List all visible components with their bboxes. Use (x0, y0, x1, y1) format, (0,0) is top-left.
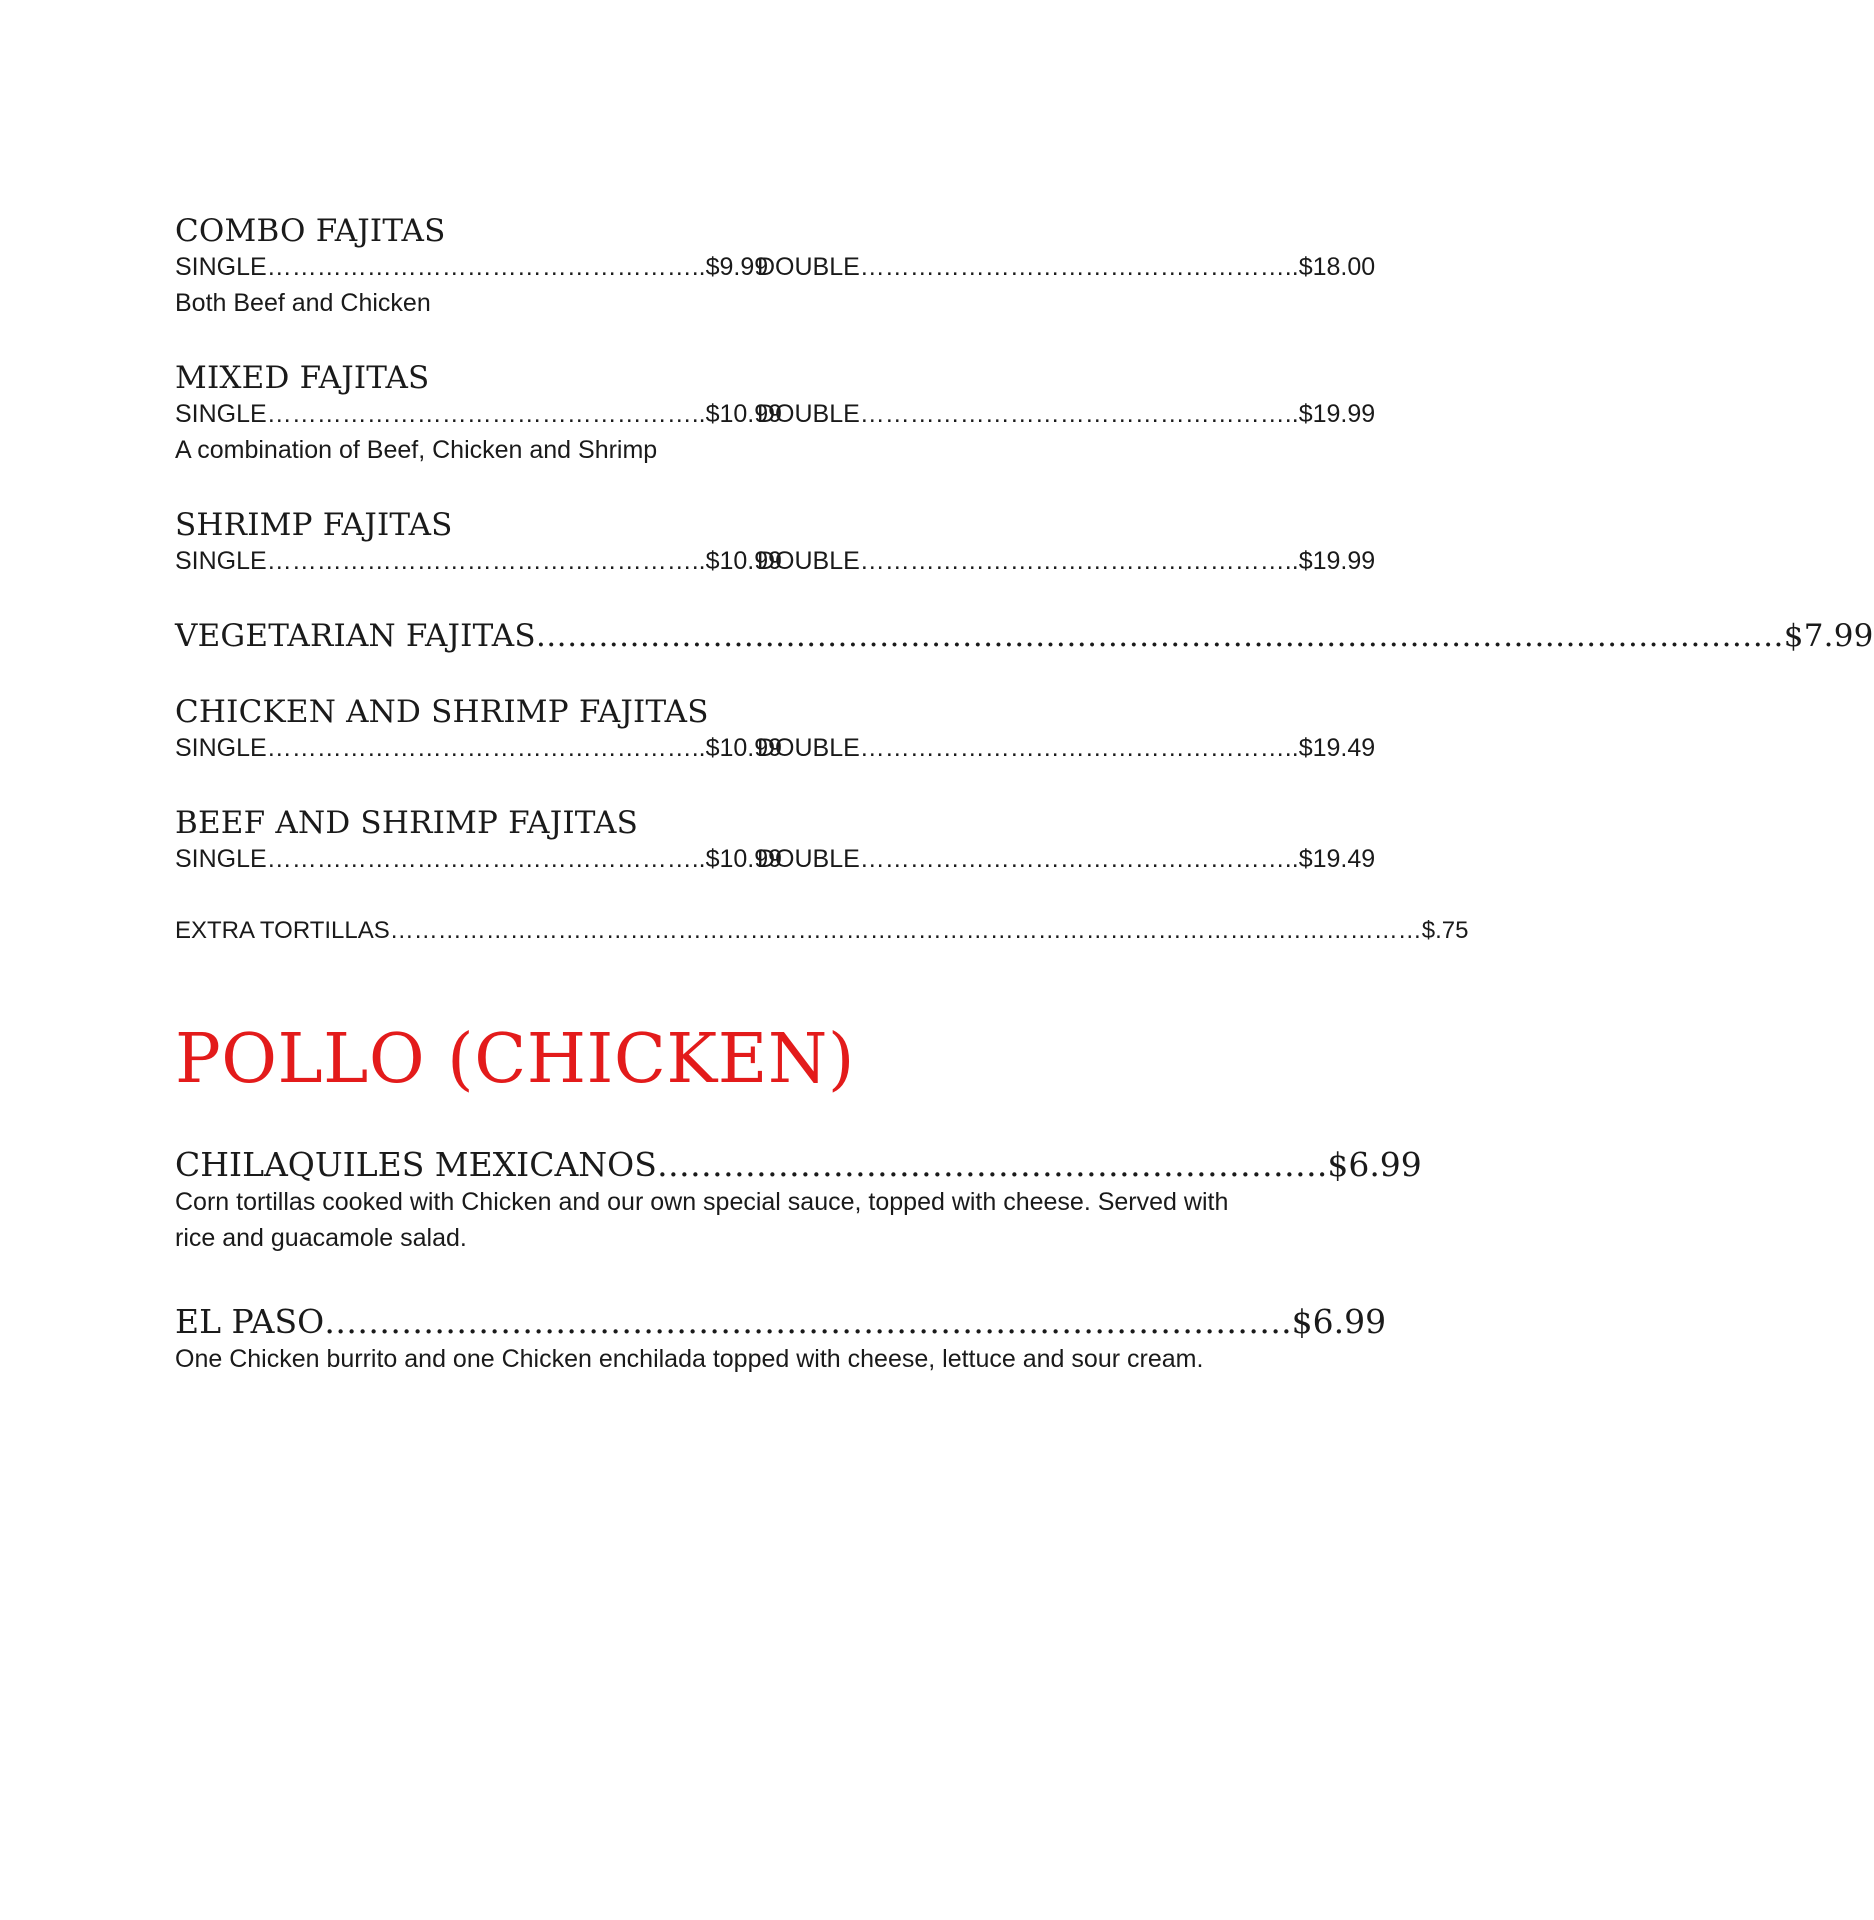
el-paso-description: One Chicken burrito and one Chicken enchilada topped with cheese, lettuce and sour cream. (175, 1345, 1204, 1373)
el-paso-title: EL PASO…………………………………………………………………………….$6.99 (175, 1302, 1387, 1341)
combo-fajitas-single-price: SINGLE……………………………………………..$9.99 (175, 253, 769, 281)
beef-shrimp-fajitas-title: BEEF AND SHRIMP FAJITAS (175, 805, 639, 841)
mixed-fajitas-single-price: SINGLE……………………………………………..$10.99 (175, 400, 783, 428)
shrimp-fajitas-title: SHRIMP FAJITAS (175, 507, 453, 543)
chicken-shrimp-fajitas-double-price: DOUBLE……………………………………………..$19.49 (757, 734, 1376, 762)
combo-fajitas-description: Both Beef and Chicken (175, 289, 431, 317)
combo-fajitas-double-price: DOUBLE……………………………………………..$18.00 (757, 253, 1376, 281)
chicken-shrimp-fajitas-single-price: SINGLE……………………………………………..$10.99 (175, 734, 783, 762)
mixed-fajitas-description: A combination of Beef, Chicken and Shrimp (175, 436, 658, 464)
mixed-fajitas-title: MIXED FAJITAS (175, 360, 430, 396)
beef-shrimp-fajitas-double-price: DOUBLE……………………………………………..$19.49 (757, 845, 1376, 873)
chicken-shrimp-fajitas-title: CHICKEN AND SHRIMP FAJITAS (175, 694, 709, 730)
chilaquiles-title: CHILAQUILES MEXICANOS…………………………………………………….$6.99 (175, 1145, 1422, 1184)
shrimp-fajitas-double-price: DOUBLE……………………………………………..$19.99 (757, 547, 1376, 575)
pollo-section-heading: POLLO (CHICKEN) (175, 1020, 855, 1099)
chilaquiles-description-line1: Corn tortillas cooked with Chicken and our own special sauce, topped with cheese. Served with (175, 1188, 1229, 1216)
extra-tortillas-line: EXTRA TORTILLAS…………………………………………………………………………………………………………………$.75 (175, 917, 1469, 944)
combo-fajitas-title: COMBO FAJITAS (175, 213, 446, 249)
beef-shrimp-fajitas-single-price: SINGLE……………………………………………..$10.99 (175, 845, 783, 873)
chilaquiles-description-line2: rice and guacamole salad. (175, 1224, 467, 1252)
vegetarian-fajitas-line: VEGETARIAN FAJITAS…………………………………………………………………………………………………………$7.99 (175, 618, 1874, 654)
mixed-fajitas-double-price: DOUBLE……………………………………………..$19.99 (757, 400, 1376, 428)
shrimp-fajitas-single-price: SINGLE……………………………………………..$10.99 (175, 547, 783, 575)
